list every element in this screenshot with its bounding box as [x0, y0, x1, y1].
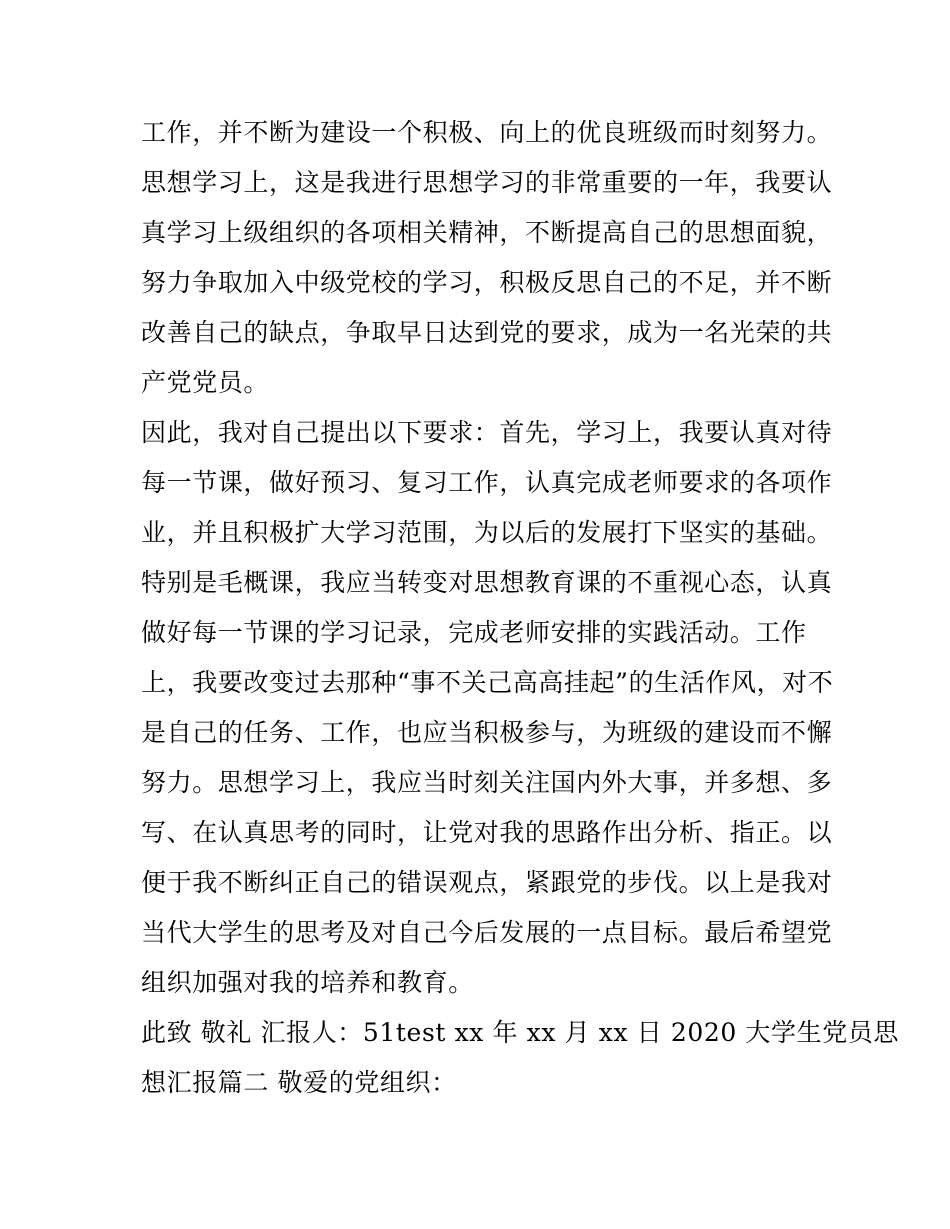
text-line: 上，我要改变过去那种“事不关己高高挂起”的生活作风，对不	[141, 668, 834, 697]
document-body	[141, 108, 900, 1108]
text-line: 改善自己的缺点，争取早日达到党的要求，成为一名光荣的共	[141, 318, 833, 347]
text-line: 努力争取加入中级党校的学习，积极反思自己的不足，并不断	[141, 268, 833, 297]
text-line: 真学习上级组织的各项相关精神，不断提高自己的思想面貌，	[141, 218, 833, 247]
text-line: 是自己的任务、工作，也应当积极参与，为班级的建设而不懈	[141, 718, 833, 747]
text-line: 当代大学生的思考及对自己今后发展的一点目标。最后希望党	[141, 918, 833, 947]
text-line: 每一节课，做好预习、复习工作，认真完成老师要求的各项作	[141, 468, 833, 497]
text-line: 做好每一节课的学习记录，完成老师安排的实践活动。工作	[141, 618, 807, 647]
text-line: 想汇报篇二 敬爱的党组织：	[141, 1068, 457, 1097]
text-line: 工作，并不断为建设一个积极、向上的优良班级而时刻努力。	[141, 118, 833, 147]
text-line: 业，并且积极扩大学习范围，为以后的发展打下坚实的基础。	[141, 518, 833, 547]
text-line: 因此，我对自己提出以下要求：首先，学习上，我要认真对待	[141, 418, 833, 447]
text-line: 此致 敬礼 汇报人：51test xx 年 xx 月 xx 日 2020 大学生党员思	[141, 1018, 900, 1047]
text-line: 写、在认真思考的同时，让党对我的思路作出分析、指正。以	[141, 818, 833, 847]
text-line: 产党党员。	[141, 368, 270, 397]
text-line: 思想学习上，这是我进行思想学习的非常重要的一年，我要认	[141, 168, 833, 197]
text-line: 便于我不断纠正自己的错误观点，紧跟党的步伐。以上是我对	[141, 868, 833, 897]
text-line: 组织加强对我的培养和教育。	[141, 968, 474, 997]
text-line: 努力。思想学习上，我应当时刻关注国内外大事，并多想、多	[141, 768, 833, 797]
text-line: 特别是毛概课，我应当转变对思想教育课的不重视心态，认真	[141, 568, 833, 597]
